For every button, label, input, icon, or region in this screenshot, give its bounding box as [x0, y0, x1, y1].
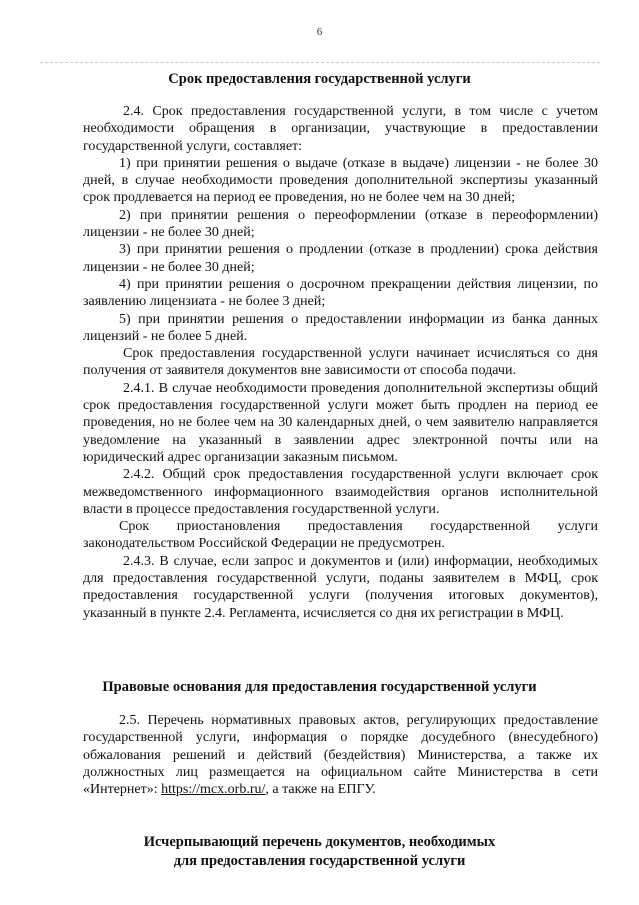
section-term-body	[83, 103, 598, 622]
ministry-website-link[interactable]: https://mcx.orb.ru/	[161, 782, 266, 798]
paragraph-term-start: Срок предоставления государственной услуги начинает исчисляться со дня получения от заявителя документов вне зависимости от способа подачи.	[83, 346, 598, 379]
paragraph-2-4-item-4: 4) при принятии решения о досрочном прекращении действия лицензии, по заявлению лицензиата - не более 3 дней;	[83, 276, 598, 310]
paragraph-2-4-2: 2.4.2. Общий срок предоставления государственной услуги включает срок межведомственного информационного взаимодействия органов исполнительной власти в процессе предоставления государственной услуги.	[83, 467, 598, 517]
paragraph-2-4-item-2: 2) при принятии решения о переоформлении (отказе в переоформлении) лицензии - не более 30 дней;	[83, 207, 598, 241]
paragraph-2-5	[83, 712, 598, 798]
paragraph-2-4-item-3: 3) при принятии решения о продлении (отказе в продлении) срока действия лицензии - не более 30 дней;	[83, 242, 598, 275]
paragraph-2-4: 2.4. Срок предоставления государственной услуги, в том числе с учетом необходимости обращения в организации, участвующие в предоставлении государственной услуги, составляет:	[83, 104, 598, 154]
paragraph-2-5-text: 2.5. Перечень нормативных правовых актов, регулирующих предоставление государственной услуги, информация о порядке досудебного (внесудебного) обжалования решений и действий (бездействия) Министерства, а также их должностных лиц размещается на официальном сайте Министерства в сети «Интернет»:	[83, 713, 598, 798]
page-number: 6	[316, 26, 323, 38]
section-legal-basis-body	[83, 712, 598, 798]
paragraph-2-4-item-5: 5) при принятии решения о предоставлении информации из банка данных лицензий - не более 5 дней.	[83, 311, 598, 344]
paragraph-suspension: Срок приостановления предоставления государственной услуги законодательством Российской Федерации не предусмотрен.	[83, 519, 598, 552]
paragraph-2-4-1: 2.4.1. В случае необходимости проведения дополнительной экспертизы общий срок предоставления государственной услуги может быть продлен на период ее проведения, но не более чем на 30 календарных дней, о чем заявителю направляется уведомление на указанный в заявлении адрес электронной почты или на юридический адрес организации заказным письмом.	[83, 380, 598, 465]
section-heading-term: Срок предоставления государственной услуги	[168, 71, 471, 87]
section-heading-documents-line-2: для предоставления государственной услуги	[173, 853, 466, 869]
section-heading-legal-basis: Правовые основания для предоставления государственной услуги	[102, 679, 537, 695]
section-heading-documents-line-1: Исчерпывающий перечень документов, необходимых	[143, 834, 496, 850]
paragraph-2-4-item-1: 1) при принятии решения о выдаче (отказе в выдаче) лицензии - не более 30 дней, в случае необходимости проведения дополнительной экспертизы указанный срок продлевается на период ее проведения, но не более чем на 30 дней;	[83, 155, 598, 206]
scan-artifact-line	[40, 62, 600, 63]
paragraph-2-4-3: 2.4.3. В случае, если запрос и документов и (или) информации, необходимых для предоставления государственной услуги, поданы заявителем в МФЦ, срок предоставления государственной услуги (получения итоговых документов), указанный в пункте 2.4. Регламента, исчисляется со дня их регистрации в МФЦ.	[83, 553, 598, 621]
paragraph-2-5-tail: , а также на ЕПГУ.	[265, 782, 376, 798]
